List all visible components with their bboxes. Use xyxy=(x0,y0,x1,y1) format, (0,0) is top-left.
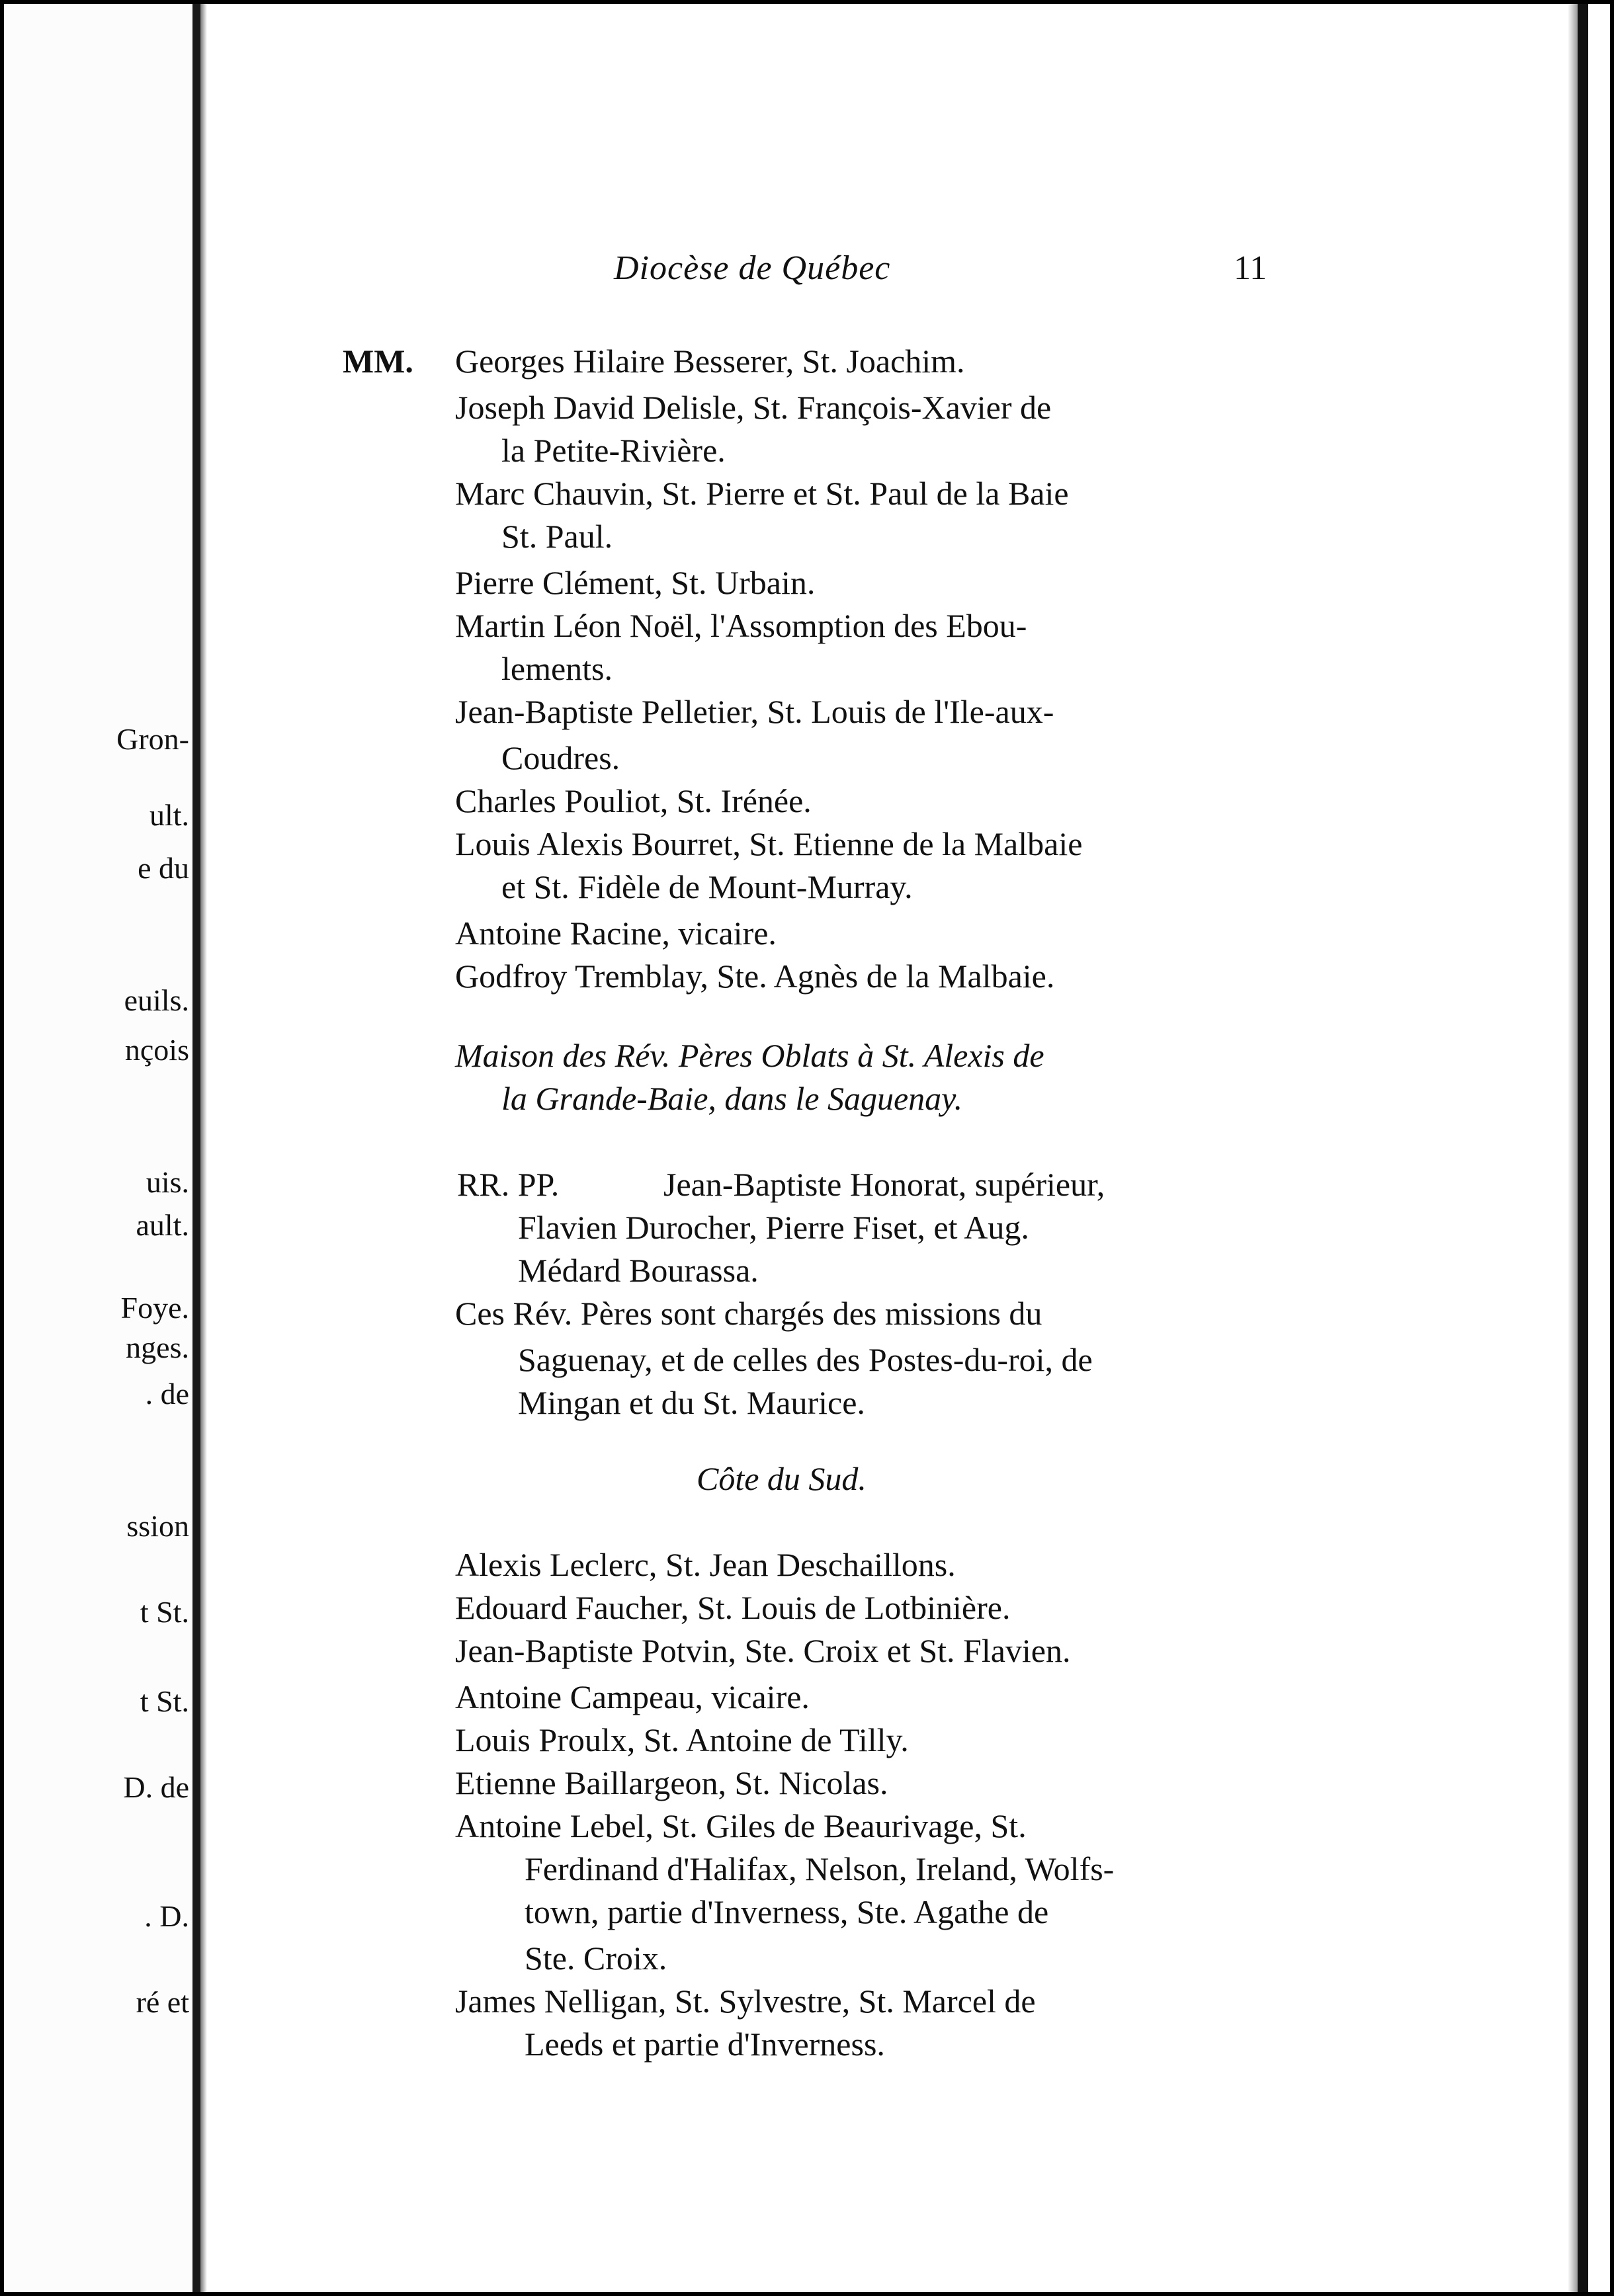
facing-fragment: . de xyxy=(145,1377,189,1411)
section-heading: Maison des Rév. Pères Oblats à St. Alexis de xyxy=(455,1037,1044,1074)
entry-line: Mingan et du St. Maurice. xyxy=(518,1384,865,1421)
page-edge-shadow xyxy=(1568,4,1578,2292)
entry-line: Saguenay, et de celles des Postes-du-roi, de xyxy=(518,1341,1093,1378)
facing-fragment: uis. xyxy=(146,1165,189,1199)
entry-line: St. Paul. xyxy=(501,518,613,555)
entry-line: Leeds et partie d'Inverness. xyxy=(525,2026,885,2063)
entry-line: town, partie d'Inverness, Ste. Agathe de xyxy=(525,1893,1049,1930)
gutter-shadow xyxy=(200,4,207,2292)
entry-line: Antoine Racine, vicaire. xyxy=(455,915,777,952)
facing-fragment: ault. xyxy=(136,1208,189,1242)
entry-line: la Petite-Rivière. xyxy=(501,432,726,469)
running-title: Diocèse de Québec xyxy=(614,249,891,287)
page-number: 11 xyxy=(1234,249,1267,287)
entry-line: Charles Pouliot, St. Irénée. xyxy=(455,782,812,819)
page-header xyxy=(207,249,1568,295)
entry-line: Louis Proulx, St. Antoine de Tilly. xyxy=(455,1721,909,1758)
entry-line: et St. Fidèle de Mount-Murray. xyxy=(501,868,913,905)
entry-line: James Nelligan, St. Sylvestre, St. Marcel de xyxy=(455,1983,1036,2020)
facing-fragment: t St. xyxy=(140,1595,189,1629)
section-lead-mm: MM. xyxy=(343,343,413,380)
section-heading-cote-du-sud: Côte du Sud. xyxy=(697,1460,867,1497)
entry-line: Antoine Campeau, vicaire. xyxy=(455,1678,810,1715)
entry-line: Martin Léon Noël, l'Assomption des Ebou- xyxy=(455,607,1027,644)
facing-fragment: euils. xyxy=(124,983,189,1017)
entry-line: Flavien Durocher, Pierre Fiset, et Aug. xyxy=(518,1209,1029,1246)
facing-fragment: ré et xyxy=(136,1985,189,2019)
entry-line: Alexis Leclerc, St. Jean Deschaillons. xyxy=(455,1546,956,1583)
book-gutter xyxy=(192,4,200,2292)
entry-line: Georges Hilaire Besserer, St. Joachim. xyxy=(455,343,965,380)
entry-line: Jean-Baptiste Potvin, Ste. Croix et St. Flavien. xyxy=(455,1632,1071,1669)
section-lead-rr-pp: RR. PP. xyxy=(457,1166,560,1203)
entry-line: Ferdinand d'Halifax, Nelson, Ireland, Wolfs- xyxy=(525,1850,1115,1887)
facing-fragment: nçois xyxy=(124,1033,189,1067)
facing-fragment: . D. xyxy=(144,1899,189,1933)
entry-line: Antoine Lebel, St. Giles de Beaurivage, St. xyxy=(455,1807,1027,1844)
entry-line: Godfroy Tremblay, Ste. Agnès de la Malbaie. xyxy=(455,958,1055,995)
facing-fragment: t St. xyxy=(140,1684,189,1718)
facing-fragment: nges. xyxy=(126,1331,189,1364)
facing-page-edge xyxy=(4,4,192,2292)
entry-line: Ces Rév. Pères sont chargés des missions du xyxy=(455,1295,1042,1332)
facing-fragment: Foye. xyxy=(120,1291,189,1325)
entry-line: Edouard Faucher, St. Louis de Lotbinière. xyxy=(455,1589,1011,1626)
page xyxy=(207,4,1568,2292)
entry-line: Ste. Croix. xyxy=(525,1940,667,1977)
entry-line: lements. xyxy=(501,650,613,687)
entry-line: Joseph David Delisle, St. François-Xavier de xyxy=(455,389,1052,426)
entry-line: Jean-Baptiste Pelletier, St. Louis de l'Ile-aux- xyxy=(455,693,1054,730)
entry-line: Médard Bourassa. xyxy=(518,1252,759,1289)
facing-fragment: Gron- xyxy=(116,722,189,756)
entry-line: Jean-Baptiste Honorat, supérieur, xyxy=(663,1166,1105,1203)
facing-fragment: D. de xyxy=(123,1770,189,1804)
section-heading: la Grande-Baie, dans le Saguenay. xyxy=(501,1080,963,1117)
entry-line: Coudres. xyxy=(501,739,620,776)
scan-right-edge xyxy=(1578,4,1588,2292)
entry-line: Marc Chauvin, St. Pierre et St. Paul de la Baie xyxy=(455,475,1069,512)
facing-fragment: e du xyxy=(138,851,189,885)
entry-line: Pierre Clément, St. Urbain. xyxy=(455,564,816,601)
facing-fragment: ssion xyxy=(126,1509,189,1543)
entry-line: Louis Alexis Bourret, St. Etienne de la Malbaie xyxy=(455,825,1083,862)
entry-line: Etienne Baillargeon, St. Nicolas. xyxy=(455,1764,888,1801)
facing-fragment: ult. xyxy=(149,798,189,832)
